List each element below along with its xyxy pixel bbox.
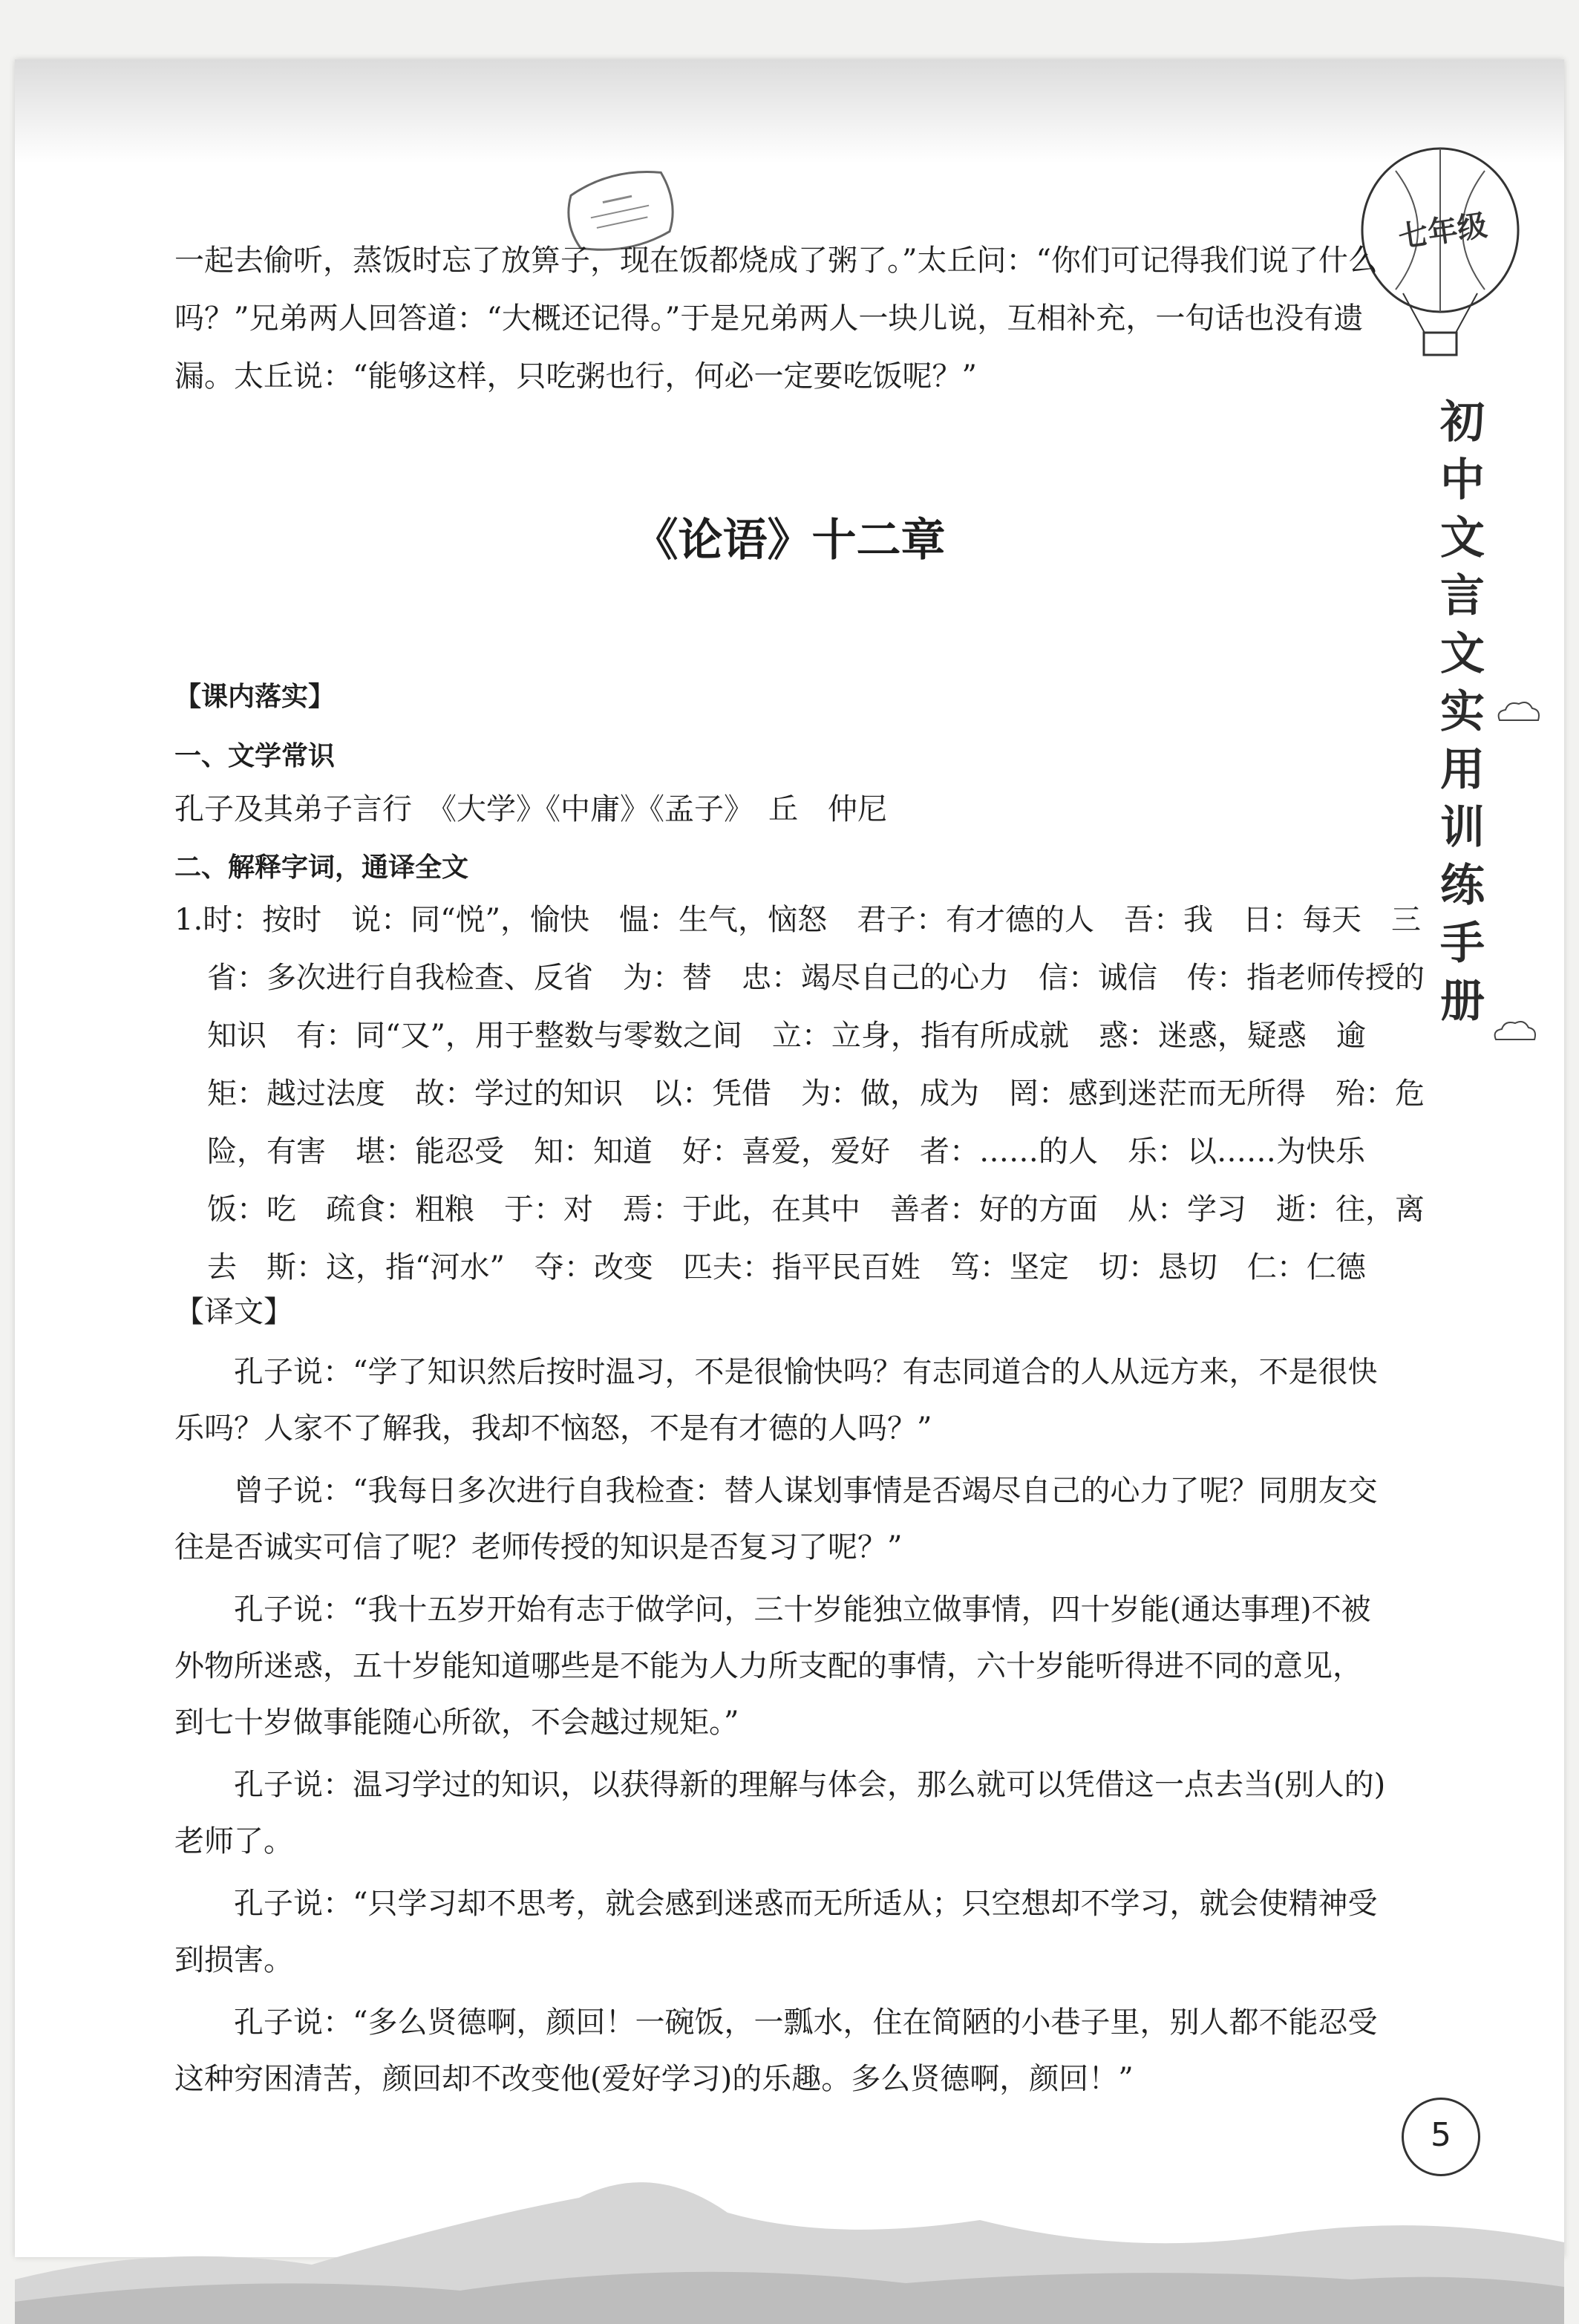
translation-paragraph: 孔子说：“只学习却不思考，就会感到迷惑而无所适从；只空想却不学习，就会使精神受到损害。	[174, 1887, 1378, 1977]
top-wash	[15, 59, 1564, 163]
literary-heading: 一、文学常识	[174, 741, 336, 771]
book-title-char: 册	[1440, 976, 1485, 1028]
translation	[174, 1344, 1388, 2113]
book-title-char: 手	[1440, 918, 1485, 970]
cloud-icon	[1492, 698, 1544, 728]
translation-paragraph: 孔子说：“多么贤德啊，颜回！一碗饭，一瓢水，住在简陋的小巷子里，别人都不能忍受这种穷困清苦，颜回却不改变他(爱好学习)的乐趣。多么贤德啊，颜回！”	[174, 2005, 1378, 2096]
intro-paragraph: 一起去偷听，蒸饭时忘了放箅子，现在饭都烧成了粥了。”太丘问：“你们可记得我们说了什么吗？”兄弟两人回答道：“大概还记得。”于是兄弟两人一块儿说，互相补充，一句话也没有遗漏。太丘说：“能够这样，只吃粥也行，何必一定要吃饭呢？”	[174, 244, 1378, 394]
book-title-char: 训	[1440, 802, 1485, 854]
book-title-char: 中	[1440, 454, 1485, 506]
book-title-char: 用	[1440, 744, 1485, 796]
translation-paragraph: 孔子说：“学了知识然后按时温习，不是很愉快吗？有志同道合的人从远方来，不是很快乐吗？人家不了解我，我却不恼怒，不是有才德的人吗？”	[174, 1355, 1378, 1446]
landscape-illustration	[15, 2131, 1564, 2324]
literary-answer: 孔子及其弟子言行 《大学》《中庸》《孟子》 丘 仲尼	[174, 792, 887, 826]
book-title-char: 言	[1440, 570, 1485, 622]
explain-heading: 二、解释字词，通译全文	[174, 852, 469, 883]
translation-label: 【译文】	[174, 1295, 293, 1329]
cloud-icon	[1488, 1017, 1540, 1047]
book-page	[15, 59, 1564, 2257]
book-title-char: 实	[1440, 686, 1485, 738]
glossary: 1.时：按时 说：同“悦”，愉快 愠：生气，恼怒 君子：有才德的人 吾：我 日：每天 三省：多次进行自我检查、反省 为：替 忠：竭尽自己的心力 信：诚信 传：指老师传授的知识 有：同“又”，用于整数与零数之间 立：立身，指有所成就 惑：迷惑，疑惑 逾矩：越过法度 故：学过的知识 以：凭借 为：做，成为 罔：感到迷茫而无所得 殆：危险，有害 堪：能忍受 知：知道 好：喜爱，爱好 者：……的人 乐：以……为快乐 饭：吃 疏食：粗粮 于：对 焉：于此，在其中 善者：好的方面 从：学习 逝：往，离去 斯：这，指“河水” 夺：改变 匹夫：指平民百姓 笃：坚定 切：恳切 仁：仁德	[174, 903, 1425, 1285]
book-title-char: 练	[1440, 860, 1485, 912]
translation-paragraph: 孔子说：温习学过的知识，以获得新的理解与体会，那么就可以凭借这一点去当(别人的)老师了。	[174, 1768, 1386, 1858]
book-title-char: 文	[1440, 512, 1485, 564]
section-label: 【课内落实】	[174, 682, 336, 712]
book-title-char: 初	[1440, 396, 1485, 448]
page-number: 5	[1402, 2098, 1480, 2176]
grade-label: 七年级	[1396, 208, 1490, 255]
translation-paragraph: 曾子说：“我每日多次进行自我检查：替人谋划事情是否竭尽自己的心力了呢？同朋友交往是否诚实可信了呢？老师传授的知识是否复习了呢？”	[174, 1474, 1378, 1564]
translation-paragraph: 孔子说：“我十五岁开始有志于做学问，三十岁能独立做事情，四十岁能(通达事理)不被外物所迷惑，五十岁能知道哪些是不能为人力所支配的事情，六十岁能听得进不同的意见，到七十岁做事能随心所欲，不会越过规矩。”	[174, 1593, 1371, 1740]
book-title-char: 文	[1440, 628, 1485, 680]
chapter-title: 《论语》十二章	[633, 515, 946, 567]
